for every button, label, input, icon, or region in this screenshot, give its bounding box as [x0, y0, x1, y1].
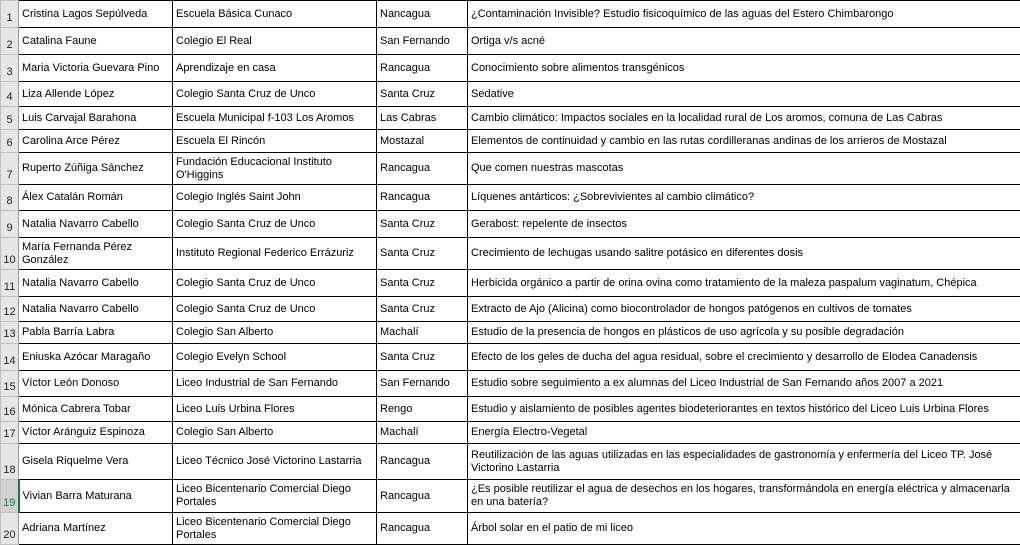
cell-project-title[interactable]: Que comen nuestras mascotas: [468, 153, 1020, 185]
cell-school[interactable]: Colegio Evelyn School: [173, 344, 377, 371]
cell-school[interactable]: Colegio Santa Cruz de Unco: [173, 297, 377, 322]
cell-school[interactable]: Liceo Bicentenario Comercial Diego Portales: [173, 480, 377, 513]
table-row: [1, 55, 1020, 82]
table-row: [1, 153, 1020, 185]
cell-name[interactable]: Catalina Faune: [19, 28, 173, 55]
cell-name[interactable]: Pabla Barría Labra: [19, 322, 173, 344]
cell-school[interactable]: Escuela Básica Cunaco: [173, 1, 377, 28]
cell-name[interactable]: Maria Victoria Guevara Pino: [19, 55, 173, 82]
cell-project-title[interactable]: ¿Contaminación Invisible? Estudio fisicoquímico de las aguas del Estero Chimbarongo: [468, 1, 1020, 28]
cell-city[interactable]: Santa Cruz: [377, 270, 468, 297]
table-row: [1, 1, 1020, 28]
row-header[interactable]: 15: [1, 371, 19, 397]
cell-project-title[interactable]: Estudio de la presencia de hongos en plásticos de uso agrícola y su posible degradación: [468, 322, 1020, 344]
cell-school[interactable]: Colegio Santa Cruz de Unco: [173, 211, 377, 238]
table-row: [1, 344, 1020, 371]
cell-name[interactable]: Carolina Arce Pérez: [19, 130, 173, 153]
cell-name[interactable]: Mónica Cabrera Tobar: [19, 397, 173, 422]
cell-school[interactable]: Colegio Inglés Saint John: [173, 185, 377, 211]
cell-school[interactable]: Instituto Regional Federico Errázuriz: [173, 238, 377, 270]
table-row: [1, 444, 1020, 480]
cell-city[interactable]: Santa Cruz: [377, 82, 468, 107]
cell-school[interactable]: Liceo Luis Urbina Flores: [173, 397, 377, 422]
cell-city[interactable]: Rancagua: [377, 513, 468, 545]
cell-city[interactable]: San Fernando: [377, 371, 468, 397]
row-header[interactable]: 11: [1, 270, 19, 297]
cell-school[interactable]: Colegio San Alberto: [173, 422, 377, 444]
cell-school[interactable]: Fundación Educacional Instituto O'Higgins: [173, 153, 377, 185]
cell-name[interactable]: Natalia Navarro Cabello: [19, 211, 173, 238]
cell-city[interactable]: Rancagua: [377, 55, 468, 82]
table-row: [1, 322, 1020, 344]
row-header[interactable]: 7: [1, 153, 19, 185]
row-header[interactable]: 13: [1, 322, 19, 344]
cell-city[interactable]: Santa Cruz: [377, 238, 468, 270]
cell-city[interactable]: Nancagua: [377, 1, 468, 28]
cell-project-title[interactable]: Conocimiento sobre alimentos transgénicos: [468, 55, 1020, 82]
cell-school[interactable]: Liceo Técnico José Victorino Lastarria: [173, 444, 377, 480]
cell-project-title[interactable]: Elementos de continuidad y cambio en las rutas cordilleranas andinas de los arrieros de Mostazal: [468, 130, 1020, 153]
cell-name[interactable]: Gisela Riquelme Vera: [19, 444, 173, 480]
table-row: [1, 397, 1020, 422]
row-header[interactable]: 9: [1, 211, 19, 238]
cell-city[interactable]: Santa Cruz: [377, 297, 468, 322]
row-header[interactable]: 10: [1, 238, 19, 270]
cell-city[interactable]: Santa Cruz: [377, 211, 468, 238]
cell-city[interactable]: Las Cabras: [377, 107, 468, 130]
cell-name[interactable]: Luis Carvajal Barahona: [19, 107, 173, 130]
table-row: [1, 422, 1020, 444]
table-row: [1, 107, 1020, 130]
cell-school[interactable]: Aprendizaje en casa: [173, 55, 377, 82]
table-row: [1, 82, 1020, 107]
cell-city[interactable]: Rengo: [377, 397, 468, 422]
table-row: [1, 371, 1020, 397]
row-header[interactable]: 3: [1, 55, 19, 82]
cell-school[interactable]: Colegio Santa Cruz de Unco: [173, 270, 377, 297]
cell-city[interactable]: Mostazal: [377, 130, 468, 153]
cell-name[interactable]: Álex Catalán Román: [19, 185, 173, 211]
cell-project-title[interactable]: Árbol solar en el patio de mi liceo: [468, 513, 1020, 545]
cell-project-title[interactable]: Estudio y aislamiento de posibles agentes biodeteriorantes en textos histórico del Liceo Luis Urbina Flores: [468, 397, 1020, 422]
cell-name[interactable]: Natalia Navarro Cabello: [19, 270, 173, 297]
cell-name[interactable]: Vivian Barra Maturana: [19, 480, 173, 513]
row-header[interactable]: 6: [1, 130, 19, 153]
cell-name[interactable]: Cristina Lagos Sepúlveda: [19, 1, 173, 28]
cell-name[interactable]: Liza Allende López: [19, 82, 173, 107]
cell-project-title[interactable]: Ortiga v/s acné: [468, 28, 1020, 55]
row-header[interactable]: 16: [1, 397, 19, 422]
cell-school[interactable]: Escuela El Rincón: [173, 130, 377, 153]
cell-school[interactable]: Liceo Bicentenario Comercial Diego Portales: [173, 513, 377, 545]
row-header[interactable]: 5: [1, 107, 19, 130]
cell-city[interactable]: Machalí: [377, 322, 468, 344]
table-row: [1, 28, 1020, 55]
cell-project-title[interactable]: Extracto de Ajo (Alicina) como biocontrolador de hongos patógenos en cultivos de tomates: [468, 297, 1020, 322]
cell-city[interactable]: San Fernando: [377, 28, 468, 55]
cell-name[interactable]: Ruperto Zúñiga Sánchez: [19, 153, 173, 185]
cell-city[interactable]: Santa Cruz: [377, 344, 468, 371]
row-header[interactable]: 19: [1, 480, 19, 513]
row-header[interactable]: 1: [1, 1, 19, 28]
cell-school[interactable]: Colegio El Real: [173, 28, 377, 55]
cell-name[interactable]: Adriana Martínez: [19, 513, 173, 545]
cell-city[interactable]: Rancagua: [377, 444, 468, 480]
row-header[interactable]: 14: [1, 344, 19, 371]
row-header[interactable]: 18: [1, 444, 19, 480]
table-row: [1, 480, 1020, 513]
row-header[interactable]: 4: [1, 82, 19, 107]
table-row: [1, 297, 1020, 322]
table-row: [1, 211, 1020, 238]
cell-name[interactable]: Eniuska Azócar Maragaño: [19, 344, 173, 371]
cell-city[interactable]: Rancagua: [377, 480, 468, 513]
cell-project-title[interactable]: Energía Electro-Vegetal: [468, 422, 1020, 444]
table-row: [1, 185, 1020, 211]
cell-name[interactable]: Natalia Navarro Cabello: [19, 297, 173, 322]
cell-project-title[interactable]: Cambio climático: Impactos sociales en la localidad rural de Los aromos, comuna de Las Cabras: [468, 107, 1020, 130]
cell-project-title[interactable]: Líquenes antárticos: ¿Sobrevivientes al cambio climático?: [468, 185, 1020, 211]
table-row: [1, 513, 1020, 545]
cell-project-title[interactable]: Gerabost: repelente de insectos: [468, 211, 1020, 238]
table-row: [1, 130, 1020, 153]
row-header[interactable]: 17: [1, 422, 19, 444]
cell-school[interactable]: Colegio San Alberto: [173, 322, 377, 344]
cell-city[interactable]: Machalí: [377, 422, 468, 444]
row-header[interactable]: 20: [1, 513, 19, 545]
cell-project-title[interactable]: Reutilización de las aguas utilizadas en las especialidades de gastronomía y enfermería del Liceo TP. José Victorino Lastarria: [468, 444, 1020, 480]
cell-school[interactable]: Liceo Industrial de San Fernando: [173, 371, 377, 397]
cell-name[interactable]: Víctor León Donoso: [19, 371, 173, 397]
table-row: [1, 238, 1020, 270]
table-row: [1, 270, 1020, 297]
cell-project-title[interactable]: Estudio sobre seguimiento a ex alumnas del Liceo Industrial de San Fernando años 2007 a 2021: [468, 371, 1020, 397]
cell-project-title[interactable]: Efecto de los geles de ducha del agua residual, sobre el crecimiento y desarrollo de Elodea Canadensis: [468, 344, 1020, 371]
row-header[interactable]: 2: [1, 28, 19, 55]
row-header[interactable]: 12: [1, 297, 19, 322]
cell-city[interactable]: Rancagua: [377, 153, 468, 185]
cell-project-title[interactable]: Sedative: [468, 82, 1020, 107]
cell-name[interactable]: María Fernanda Pérez González: [19, 238, 173, 270]
cell-school[interactable]: Colegio Santa Cruz de Unco: [173, 82, 377, 107]
cell-project-title[interactable]: Herbicida orgánico a partir de orina ovina como tratamiento de la maleza paspalum vaginatum, Chépica: [468, 270, 1020, 297]
cell-name[interactable]: Víctor Aránguiz Espinoza: [19, 422, 173, 444]
row-header[interactable]: 8: [1, 185, 19, 211]
cell-school[interactable]: Escuela Municipal f-103 Los Aromos: [173, 107, 377, 130]
cell-project-title[interactable]: Crecimiento de lechugas usando salitre potásico en diferentes dosis: [468, 238, 1020, 270]
cell-city[interactable]: Rancagua: [377, 185, 468, 211]
cell-project-title[interactable]: ¿Es posible reutilizar el agua de desechos en los hogares, transformándola en energía eléctrica y almacenarla en una batería?: [468, 480, 1020, 513]
